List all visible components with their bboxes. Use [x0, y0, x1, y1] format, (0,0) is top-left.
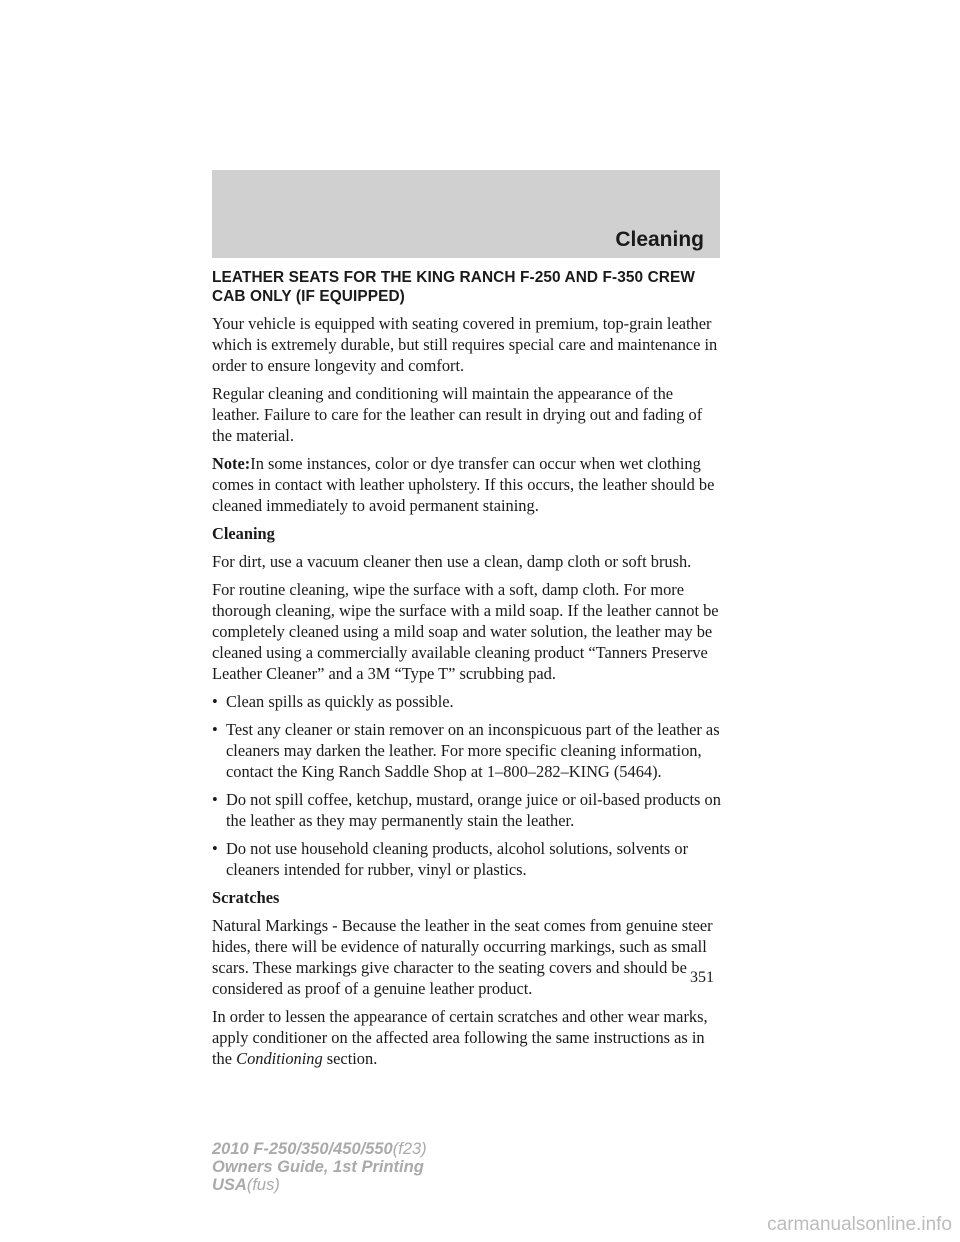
bullet-item [212, 838, 722, 880]
intro-paragraph: Your vehicle is equipped with seating covered in premium, top-grain leather which is extremely durable, but still requires special care and maintenance in order to ensure longevity and comfort. [212, 314, 718, 375]
page-heading: LEATHER SEATS FOR THE KING RANCH F-250 AND F-350 CREW CAB ONLY (IF EQUIPPED) [212, 269, 696, 305]
footer-region-code: (fus) [246, 1176, 280, 1194]
scratches-text-before: In order to lessen the appearance of certain scratches and other wear marks, apply conditioner on the affected area following the same instructions as in the [212, 1007, 708, 1068]
conditioning-reference: Conditioning [236, 1049, 323, 1068]
bullet-text: Do not spill coffee, ketchup, mustard, orange juice or oil-based products on the leather as they may permanently stain the leather. [226, 790, 721, 830]
cleaning-paragraph-2: For routine cleaning, wipe the surface with a soft, damp cloth. For more thorough cleaning, wipe the surface with a mild soap. If the leather cannot be completely cleaned using a mild soap and water solution, the leather may be cleaned using a commercially available cleaning product “Tanners Preserve Leather Cleaner” and a 3M “Type T” scrubbing pad. [212, 580, 719, 683]
scratches-heading: Scratches [212, 888, 280, 907]
bullet-icon: • [212, 692, 218, 711]
scratches-text-after: section. [326, 1049, 378, 1068]
regular-cleaning-paragraph: Regular cleaning and conditioning will maintain the appearance of the leather. Failure to care for the leather can result in drying out and fading of the material. [212, 384, 703, 445]
footer-model-code: (f23) [392, 1140, 427, 1158]
bullet-icon: • [212, 720, 218, 739]
footer-line-model [212, 1140, 427, 1158]
bullet-text: Clean spills as quickly as possible. [226, 692, 454, 711]
bullet-text: Do not use household cleaning products, alcohol solutions, solvents or cleaners intended for rubber, vinyl or plastics. [226, 839, 689, 879]
page-content [212, 268, 722, 1076]
bullet-item [212, 719, 722, 782]
footer-publication-info [212, 1140, 427, 1194]
footer-line-region [212, 1176, 427, 1194]
scratches-paragraph-2 [212, 1006, 722, 1069]
page-number: 351 [690, 969, 714, 986]
footer-guide: Owners Guide, 1st Printing [212, 1158, 424, 1176]
watermark: carmanualsonline.info [767, 1214, 952, 1235]
section-title: Cleaning [615, 228, 704, 251]
bullet-item [212, 691, 722, 712]
note-text: In some instances, color or dye transfer can occur when wet clothing comes in contact with leather upholstery. If this occurs, the leather should be cleaned immediately to avoid permanent staining. [212, 454, 715, 515]
bullet-icon: • [212, 839, 218, 858]
scratches-paragraph-1: Natural Markings - Because the leather in the seat comes from genuine steer hides, there will be evidence of naturally occurring markings, such as small scars. These markings give character to the seating covers and should be considered as proof of a genuine leather product. [212, 916, 713, 998]
bullet-item [212, 789, 722, 831]
bullet-icon: • [212, 790, 218, 809]
note-paragraph [212, 453, 722, 516]
footer-region: USA [212, 1176, 247, 1194]
bullet-text: Test any cleaner or stain remover on an inconspicuous part of the leather as cleaners may darken the leather. For more specific cleaning information, contact the King Ranch Saddle Shop at 1–800–282–KING (5464). [226, 720, 720, 781]
section-header-bar [212, 170, 720, 258]
cleaning-heading: Cleaning [212, 524, 275, 543]
note-label: Note: [212, 454, 251, 473]
footer-model: 2010 F-250/350/450/550 [212, 1140, 393, 1158]
cleaning-paragraph-1: For dirt, use a vacuum cleaner then use a clean, damp cloth or soft brush. [212, 552, 692, 571]
